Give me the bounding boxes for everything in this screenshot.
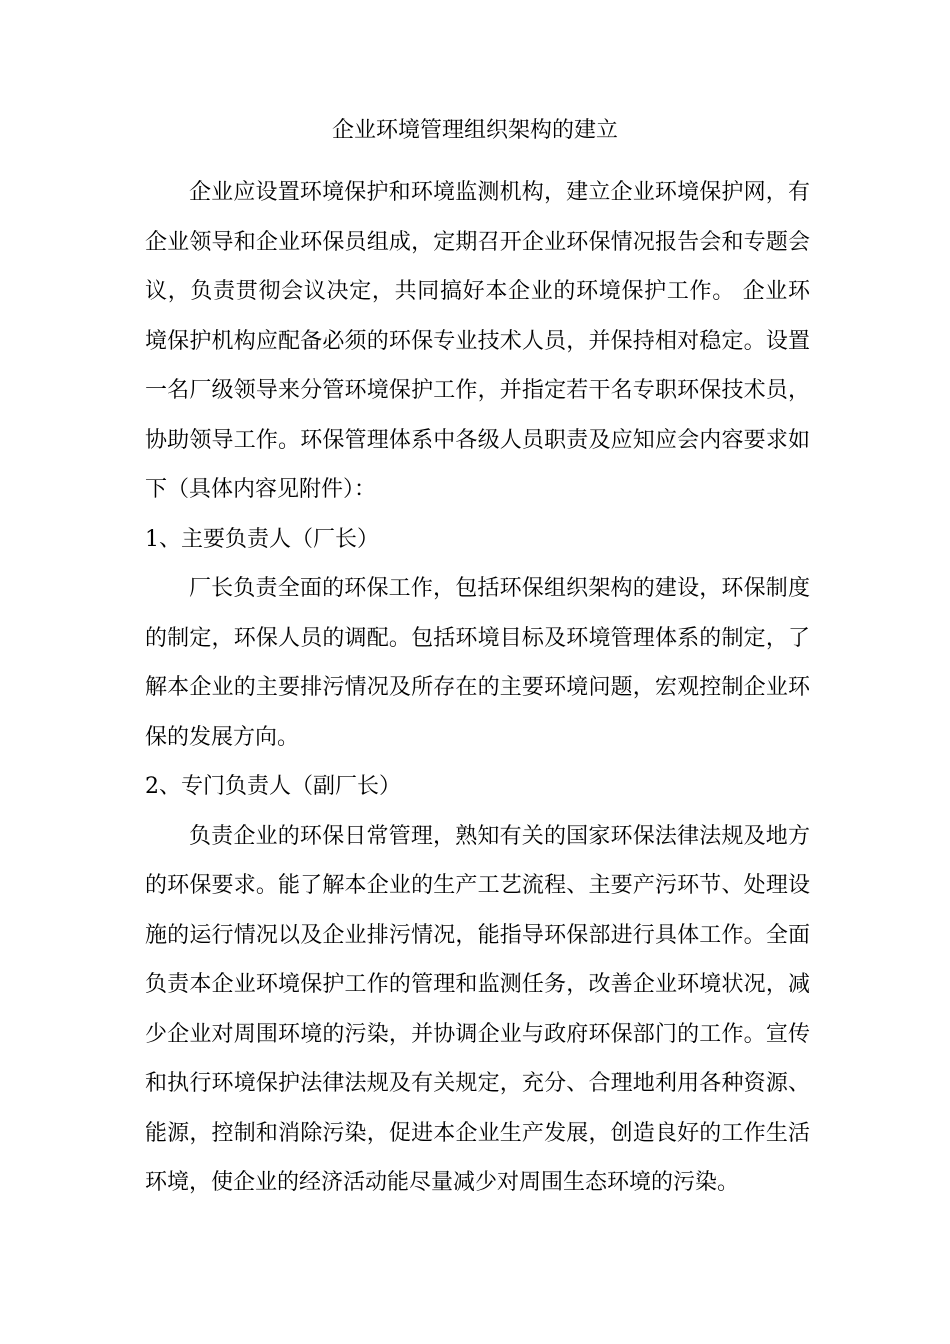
section-paragraph-2: 负责企业的环保日常管理，熟知有关的国家环保法律法规及地方的环保要求。能了解本企业的生产工艺流程、主要产污环节、处理设施的运行情况以及企业排污情况，能指导环保部进行具体工作。全面负责本企业环境保护工作的管理和监测任务，改善企业环境状况，减少企业对周围环境的污染，并协调企业与政府环保部门的工作。宣传和执行环境保护法律法规及有关规定，充分、合理地利用各种资源、能源，控制和消除污染，促进本企业生产发展，创造良好的工作生活环境，使企业的经济活动能尽量减少对周围生态环境的污染。 — [145, 823, 810, 1195]
section-heading-1: 1、主要负责人（厂长） — [145, 526, 379, 552]
page-title: 企业环境管理组织架构的建立 — [331, 118, 618, 143]
intro-paragraph: 企业应设置环境保护和环境监测机构，建立企业环境保护网，有企业领导和企业环保员组成，定期召开企业环保情况报告会和专题会议，负责贯彻会议决定，共同搞好本企业的环境保护工作。 企业环境保护机构应配备必须的环保专业技术人员，并保持相对稳定。设置一名厂级领导来分管环境保护工作，并指定若干名专职环保技术员，协助领导工作。环保管理体系中各级人员职责及应知应会内容要求如下（具体内容见附件）： — [145, 180, 810, 502]
document-body — [145, 168, 810, 1208]
section-heading-2: 2、专门负责人（副厂长） — [145, 774, 401, 799]
section-paragraph-1: 厂长负责全面的环保工作，包括环保组织架构的建设，环保制度的制定，环保人员的调配。包括环境目标及环境管理体系的制定，了解本企业的主要排污情况及所存在的主要环境问题，宏观控制企业环保的发展方向。 — [145, 576, 810, 750]
